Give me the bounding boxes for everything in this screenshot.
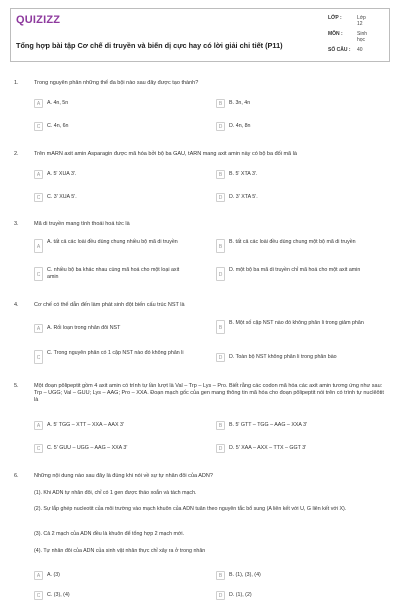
option-letter-box: C	[34, 122, 43, 131]
document-title: Tổng hợp bài tập Cơ chế di truyền và biến dị cực hay có lời giải chi tiết (P11)	[16, 41, 283, 50]
option-letter-box: C	[34, 267, 43, 281]
option-letter-box: D	[216, 267, 225, 281]
option-text: B. (1), (3), (4)	[229, 572, 261, 578]
option-text: B. Một số cặp NST nào đó không phân li trong giảm phân	[229, 320, 364, 326]
option-text: C. 3' XUA 5'.	[47, 194, 77, 200]
option-letter-box: D	[216, 591, 225, 600]
option-letter-box: B	[216, 170, 225, 179]
option-letter-box: B	[216, 320, 225, 334]
question-text: Một đoạn pôlipeptit gồm 4 axit amin có trình tự lần lượt là Val – Trp – Lys – Pro. Biết rằng các codon mã hóa các axit amin tương ứng như sau: Trp – UGG; Val – GUU; Lys – AAG; Pro – XXA. Đoạn mạch gốc của gen mang thông tin mã hóa cho đoạn pôlipeptit nói trên có trình tự nuclêôtit là	[34, 383, 384, 403]
option-text: A. 4n, 5n	[47, 100, 69, 106]
meta-key: SỐ CÂU :	[328, 47, 351, 53]
option-text: A. tất cả các loài đều dùng chung nhiều bộ mã di truyền	[47, 239, 178, 245]
meta-value: 40	[357, 47, 363, 53]
option-letter-box: A	[34, 239, 43, 253]
option-letter-box: B	[216, 571, 225, 580]
option-text: C. 4n, 6n	[47, 123, 69, 129]
option-letter-box: A	[34, 421, 43, 430]
statement-1: (1). Khi ADN tự nhân đôi, chỉ có 1 gen được tháo xoắn và tách mạch.	[34, 490, 197, 496]
question-number: 1.	[14, 80, 19, 86]
option-text: B. 3n, 4n	[229, 100, 251, 106]
meta-key: MÔN :	[328, 31, 343, 37]
question-number: 2.	[14, 151, 19, 157]
meta-value: Sinh học	[357, 31, 368, 43]
option-text: D. một bộ ba mã di truyền chỉ mã hoá cho một axit amin	[229, 267, 361, 273]
option-text: D. 5' XAA – AXX – TTX – GGT 3'	[229, 445, 307, 451]
option-text: A. (3)	[47, 572, 60, 578]
statement-2: (2). Sự lắp ghép nucleotit của môi trường vào mạch khuôn của ADN tuân theo nguyên tắc bổ sung (A liên kết với U, G liên kết với X).	[34, 506, 347, 512]
option-text: D. (1), (2)	[229, 592, 252, 598]
quizizz-logo: QUIZIZZ	[16, 14, 61, 26]
option-letter-box: D	[216, 444, 225, 453]
option-text: A. Rối loạn trong nhân đôi NST	[47, 325, 121, 331]
option-text: C. 5' GUU – UGG – AAG – XXA 3'	[47, 445, 128, 451]
option-letter-box: C	[34, 444, 43, 453]
question-text: Những nội dung nào sau đây là đúng khi nói về sự tự nhân đôi của ADN?	[34, 473, 213, 479]
option-letter-box: A	[34, 99, 43, 108]
document-header	[10, 8, 390, 62]
option-letter-box: A	[34, 170, 43, 179]
option-letter-box: D	[216, 193, 225, 202]
option-text: B. 5' XTA 3'.	[229, 171, 258, 177]
option-letter-box: A	[34, 571, 43, 580]
option-letter-box: B	[216, 99, 225, 108]
question-number: 4.	[14, 302, 19, 308]
statement-4: (4). Tự nhân đôi của ADN của sinh vật nhân thực chỉ xảy ra ở trong nhân	[34, 548, 206, 554]
question-number: 3.	[14, 221, 19, 227]
question-text: Trên mARN axit amin Asparagin được mã hóa bởi bộ ba GAU, tARN mang axit amin này có bộ ba đối mã là	[34, 151, 297, 157]
option-text: B. tất cả các loài đều dùng chung một bộ mã di truyền	[229, 239, 356, 245]
option-text: C. (3), (4)	[47, 592, 70, 598]
option-text: A. 5' TGG – XTT – XXA – AAX 3'	[47, 422, 124, 428]
meta-key: LỚP :	[328, 15, 342, 21]
question-number: 6.	[14, 473, 19, 479]
option-text: C. Trong nguyên phân có 1 cặp NST nào đó không phân li	[47, 350, 184, 356]
option-letter-box: D	[216, 122, 225, 131]
option-letter-box: C	[34, 350, 43, 364]
option-text: D. 4n, 8n	[229, 123, 251, 129]
option-letter-box: D	[216, 353, 225, 362]
question-text: Trong nguyên phân những thể đa bội nào sau đây được tạo thành?	[34, 80, 199, 86]
option-text: D. 3' XTA 5'.	[229, 194, 258, 200]
option-letter-box: A	[34, 324, 43, 333]
question-number: 5.	[14, 383, 19, 389]
option-text: A. 5' XUA 3'.	[47, 171, 77, 177]
meta-value: Lớp 12	[357, 15, 366, 27]
option-letter-box: B	[216, 421, 225, 430]
option-letter-box: C	[34, 591, 43, 600]
statement-3: (3). Cả 2 mạch của ADN đều là khuôn để tổng hợp 2 mạch mới.	[34, 531, 185, 537]
option-text: D. Toàn bộ NST không phân li trong phân bào	[229, 354, 337, 360]
question-text: Mã di truyền mang tính thoái hoá tức là	[34, 221, 130, 227]
option-text: C. nhiều bộ ba khác nhau cùng mã hoá cho một loại axit amin	[47, 267, 180, 280]
option-letter-box: B	[216, 239, 225, 253]
option-text: B. 5' GTT – TGG – AAG – XXA 3'	[229, 422, 308, 428]
option-letter-box: C	[34, 193, 43, 202]
question-text: Cơ chế có thể dẫn đến làm phát sinh đột biến cấu trúc NST là	[34, 302, 185, 308]
